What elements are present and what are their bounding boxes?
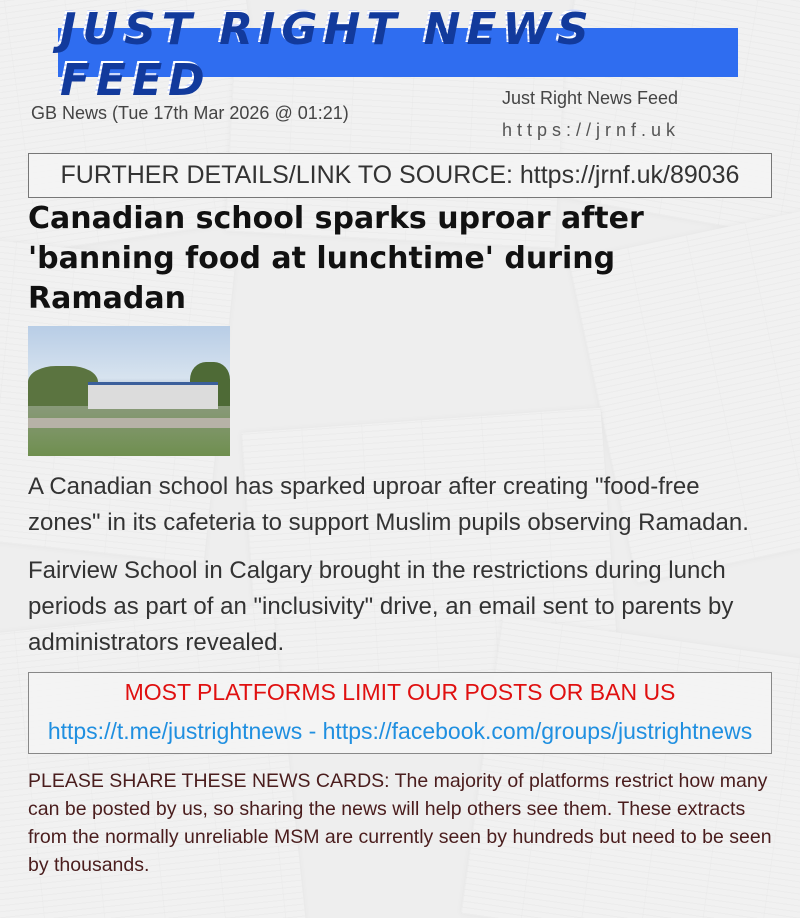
source-link-text[interactable]: FURTHER DETAILS/LINK TO SOURCE: https://jrnf.uk/89036 [60,161,740,189]
banner-title: JUST RIGHT NEWS FEED [58,2,738,104]
share-appeal-text: PLEASE SHARE THESE NEWS CARDS: The majority of platforms restrict how many can be posted by us, so sharing the news will help others see them. These extracts from the normally unreliable MSM are currently seen by hundreds but need to be seen by thousands. [28,770,772,876]
article-headline: Canadian school sparks uproar after 'banning food at lunchtime' during Ramadan [28,201,644,316]
article-paragraph: Fairview School in Calgary brought in the restrictions during lunch periods as part of an "inclusivity" drive, an email sent to parents by administrators revealed. [28,557,734,656]
site-name: Just Right News Feed [502,88,679,108]
site-url-link[interactable]: https://jrnf.uk [502,120,681,140]
article-thumbnail [28,326,230,456]
social-links[interactable]: https://t.me/justrightnews - https://facebook.com/groups/justrightnews [47,718,753,744]
source-dateline: GB News (Tue 17th Mar 2026 @ 01:21) [31,103,349,123]
site-banner [58,1,738,104]
platform-notice-box [28,672,772,754]
article-paragraph: A Canadian school has sparked uproar after creating "food-free zones" in its cafeteria to support Muslim pupils observing Ramadan. [28,473,749,536]
source-link-box[interactable] [28,153,772,198]
platform-notice-title: MOST PLATFORMS LIMIT OUR POSTS OR BAN US [124,679,676,705]
